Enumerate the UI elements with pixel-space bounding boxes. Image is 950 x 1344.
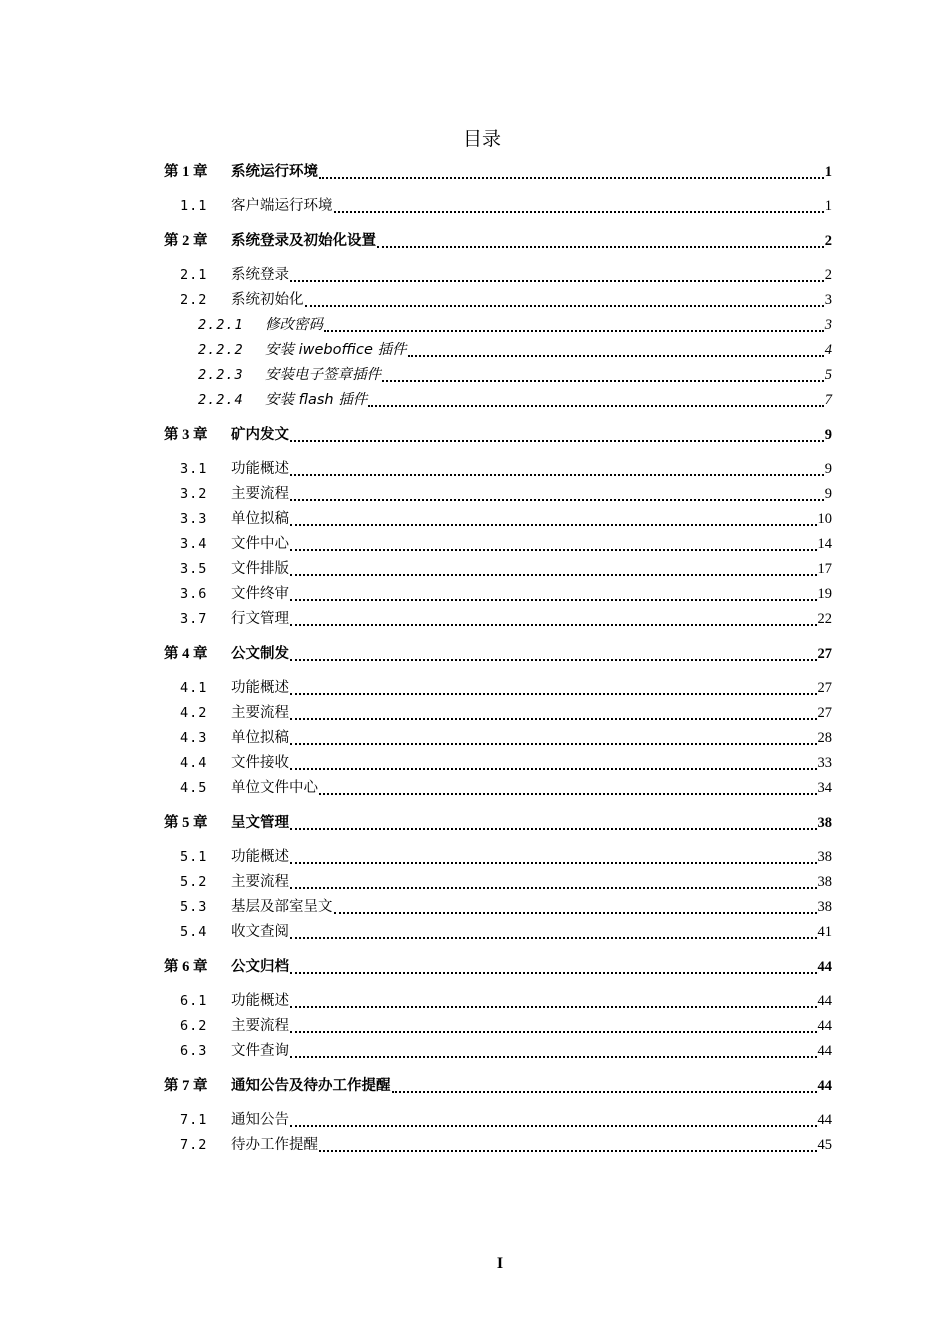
toc-entry-page: 44 <box>817 1078 832 1094</box>
toc-entry-label: 系统登录 <box>231 267 289 283</box>
toc-entry-label: 安装 iweboffice 插件 <box>265 342 407 358</box>
toc-title: 目录 <box>462 128 501 150</box>
toc-entry-label: 公文归档 <box>231 959 289 975</box>
toc-entry-number: 2.2.1 <box>198 317 244 333</box>
toc-entry-label: 公文制发 <box>231 646 289 662</box>
toc-entry[interactable] <box>198 313 832 338</box>
toc-entry-page: 38 <box>817 815 832 831</box>
toc-entry-page: 38 <box>817 874 832 890</box>
toc-entry-number: 第 2 章 <box>164 233 208 249</box>
toc-entry-label: 文件接收 <box>231 755 289 771</box>
dot-leader <box>323 313 825 338</box>
toc-entry-number: 5.2 <box>180 874 208 890</box>
toc-entry-page: 27 <box>817 705 832 721</box>
dot-leader <box>367 388 825 413</box>
toc-entry-number: 3.7 <box>180 611 208 627</box>
toc-entry-number: 第 1 章 <box>164 164 208 180</box>
dot-leader <box>376 229 825 254</box>
toc-entry-page: 5 <box>824 367 832 383</box>
toc-entry-number: 4.1 <box>180 680 208 696</box>
dot-leader <box>289 845 818 870</box>
dot-leader <box>391 1074 818 1099</box>
dot-leader <box>318 1133 818 1158</box>
toc-entry-page: 9 <box>824 461 832 477</box>
toc-entry[interactable] <box>198 363 832 388</box>
toc-entry-page: 19 <box>817 586 832 602</box>
toc-entry-page: 7 <box>824 392 832 408</box>
dot-leader <box>333 194 825 219</box>
toc-entry[interactable] <box>180 1133 832 1158</box>
toc-entry[interactable] <box>180 482 832 507</box>
toc-entry-page: 27 <box>817 680 832 696</box>
dot-leader <box>289 1108 818 1133</box>
toc-entry-label: 文件终审 <box>231 586 289 602</box>
dot-leader <box>381 363 825 388</box>
dot-leader <box>289 676 818 701</box>
toc-entry[interactable] <box>180 288 832 313</box>
toc-entry[interactable] <box>180 676 832 701</box>
toc-entry-label: 系统初始化 <box>231 292 304 308</box>
toc-entry-page: 1 <box>824 198 832 214</box>
toc-entry-page: 27 <box>817 646 832 662</box>
dot-leader <box>318 776 818 801</box>
dot-leader <box>289 955 818 980</box>
toc-entry-page: 38 <box>817 849 832 865</box>
toc-entry-page: 17 <box>817 561 832 577</box>
dot-leader <box>289 751 818 776</box>
dot-leader <box>289 989 818 1014</box>
toc-entry[interactable] <box>164 1074 832 1099</box>
toc-entry[interactable] <box>164 642 832 667</box>
toc-entry-label: 主要流程 <box>231 705 289 721</box>
toc-entry-label: 文件中心 <box>231 536 289 552</box>
dot-leader <box>333 895 818 920</box>
page-number: I <box>496 1255 504 1272</box>
toc-entry-page: 9 <box>824 427 832 443</box>
toc-entry[interactable] <box>180 507 832 532</box>
toc-entry-number: 6.1 <box>180 993 208 1009</box>
toc-entry-number: 2.2 <box>180 292 208 308</box>
toc-entry-label: 功能概述 <box>231 680 289 696</box>
dot-leader <box>289 870 818 895</box>
toc-entry-page: 14 <box>817 536 832 552</box>
toc-entry-label: 基层及部室呈文 <box>231 899 333 915</box>
toc-entry-page: 3 <box>824 317 832 333</box>
toc-entry[interactable] <box>180 1014 832 1039</box>
toc-entry-page: 3 <box>824 292 832 308</box>
dot-leader <box>289 726 818 751</box>
dot-leader <box>289 1039 818 1064</box>
toc-entry-page: 22 <box>817 611 832 627</box>
toc-entry[interactable] <box>180 751 832 776</box>
toc-entry-number: 3.1 <box>180 461 208 477</box>
toc-entry-page: 34 <box>817 780 832 796</box>
toc-entry[interactable] <box>180 701 832 726</box>
toc-entry-label: 修改密码 <box>265 317 323 333</box>
toc-entry[interactable] <box>180 895 832 920</box>
toc-entry-label: 单位文件中心 <box>231 780 318 796</box>
toc-entry-number: 4.4 <box>180 755 208 771</box>
toc-entry[interactable] <box>180 582 832 607</box>
toc-entry-number: 3.4 <box>180 536 208 552</box>
toc-entry-number: 2.2.4 <box>198 392 244 408</box>
toc-entry[interactable] <box>180 194 832 219</box>
toc-entry-label: 收文查阅 <box>231 924 289 940</box>
toc-entry[interactable] <box>180 532 832 557</box>
toc-entry-number: 第 5 章 <box>164 815 208 831</box>
toc-entry-page: 44 <box>817 1043 832 1059</box>
toc-entry[interactable] <box>164 955 832 980</box>
toc-entry-number: 第 6 章 <box>164 959 208 975</box>
toc-entry-number: 2.1 <box>180 267 208 283</box>
toc-entry-page: 9 <box>824 486 832 502</box>
dot-leader <box>289 263 825 288</box>
toc-entry[interactable] <box>180 870 832 895</box>
toc-entry[interactable] <box>198 338 832 363</box>
toc-entry-page: 44 <box>817 959 832 975</box>
toc-entry-page: 10 <box>817 511 832 527</box>
toc-entry-label: 通知公告及待办工作提醒 <box>231 1078 391 1094</box>
toc-entry-page: 45 <box>817 1137 832 1153</box>
toc-entry-number: 7.1 <box>180 1112 208 1128</box>
toc-entry-label: 系统运行环境 <box>231 164 318 180</box>
dot-leader <box>289 482 825 507</box>
toc-entry-page: 4 <box>824 342 832 358</box>
toc-entry-label: 行文管理 <box>231 611 289 627</box>
toc-entry-number: 5.3 <box>180 899 208 915</box>
toc-entry[interactable] <box>180 263 832 288</box>
dot-leader <box>289 557 818 582</box>
toc-entry-label: 系统登录及初始化设置 <box>231 233 376 249</box>
toc-entry-label: 文件查询 <box>231 1043 289 1059</box>
toc-entry-label: 呈文管理 <box>231 815 289 831</box>
dot-leader <box>304 288 825 313</box>
dot-leader <box>289 457 825 482</box>
dot-leader <box>289 507 818 532</box>
dot-leader <box>318 160 825 185</box>
dot-leader <box>407 338 825 363</box>
toc-entry-number: 6.3 <box>180 1043 208 1059</box>
table-of-contents <box>164 160 832 1158</box>
dot-leader <box>289 532 818 557</box>
dot-leader <box>289 423 825 448</box>
toc-entry-label: 待办工作提醒 <box>231 1137 318 1153</box>
toc-entry-page: 33 <box>817 755 832 771</box>
toc-entry-page: 1 <box>824 164 832 180</box>
toc-entry-label: 主要流程 <box>231 1018 289 1034</box>
toc-entry-page: 28 <box>817 730 832 746</box>
toc-entry[interactable] <box>180 726 832 751</box>
toc-entry-label: 通知公告 <box>231 1112 289 1128</box>
toc-entry-number: 3.3 <box>180 511 208 527</box>
toc-entry-label: 矿内发文 <box>231 427 289 443</box>
toc-entry-label: 安装电子签章插件 <box>265 367 381 383</box>
toc-entry-number: 3.5 <box>180 561 208 577</box>
toc-entry-page: 44 <box>817 1112 832 1128</box>
dot-leader <box>289 582 818 607</box>
toc-entry[interactable] <box>198 388 832 413</box>
toc-entry[interactable] <box>180 989 832 1014</box>
toc-entry-page: 41 <box>817 924 832 940</box>
toc-entry-label: 单位拟稿 <box>231 511 289 527</box>
toc-entry-number: 3.6 <box>180 586 208 602</box>
toc-entry-label: 功能概述 <box>231 461 289 477</box>
toc-entry[interactable] <box>180 845 832 870</box>
dot-leader <box>289 701 818 726</box>
toc-entry-page: 38 <box>817 899 832 915</box>
dot-leader <box>289 920 818 945</box>
toc-entry-number: 2.2.3 <box>198 367 244 383</box>
toc-entry-number: 第 4 章 <box>164 646 208 662</box>
toc-entry-page: 2 <box>824 267 832 283</box>
toc-entry-number: 5.1 <box>180 849 208 865</box>
toc-entry-page: 2 <box>824 233 832 249</box>
toc-entry-number: 1.1 <box>180 198 208 214</box>
toc-entry-number: 第 3 章 <box>164 427 208 443</box>
toc-entry-label: 安装 flash 插件 <box>265 392 368 408</box>
toc-entry-number: 3.2 <box>180 486 208 502</box>
dot-leader <box>289 607 818 632</box>
toc-entry-number: 2.2.2 <box>198 342 244 358</box>
toc-entry-number: 7.2 <box>180 1137 208 1153</box>
toc-entry-number: 5.4 <box>180 924 208 940</box>
dot-leader <box>289 811 818 836</box>
toc-entry[interactable] <box>164 229 832 254</box>
toc-entry[interactable] <box>180 1039 832 1064</box>
toc-entry[interactable] <box>180 457 832 482</box>
toc-entry-number: 4.5 <box>180 780 208 796</box>
toc-entry-page: 44 <box>817 1018 832 1034</box>
dot-leader <box>289 1014 818 1039</box>
toc-entry[interactable] <box>180 776 832 801</box>
toc-entry[interactable] <box>164 160 832 185</box>
toc-entry[interactable] <box>180 557 832 582</box>
toc-entry[interactable] <box>180 607 832 632</box>
toc-entry-label: 主要流程 <box>231 486 289 502</box>
toc-entry-label: 功能概述 <box>231 849 289 865</box>
toc-entry-number: 4.2 <box>180 705 208 721</box>
dot-leader <box>289 642 818 667</box>
toc-entry-number: 6.2 <box>180 1018 208 1034</box>
toc-entry-label: 主要流程 <box>231 874 289 890</box>
toc-entry[interactable] <box>180 920 832 945</box>
toc-entry-label: 文件排版 <box>231 561 289 577</box>
toc-entry-label: 单位拟稿 <box>231 730 289 746</box>
toc-entry-number: 第 7 章 <box>164 1078 208 1094</box>
toc-entry-page: 44 <box>817 993 832 1009</box>
toc-entry-label: 功能概述 <box>231 993 289 1009</box>
toc-entry[interactable] <box>164 423 832 448</box>
toc-entry-number: 4.3 <box>180 730 208 746</box>
toc-entry[interactable] <box>164 811 832 836</box>
toc-entry[interactable] <box>180 1108 832 1133</box>
toc-entry-label: 客户端运行环境 <box>231 198 333 214</box>
